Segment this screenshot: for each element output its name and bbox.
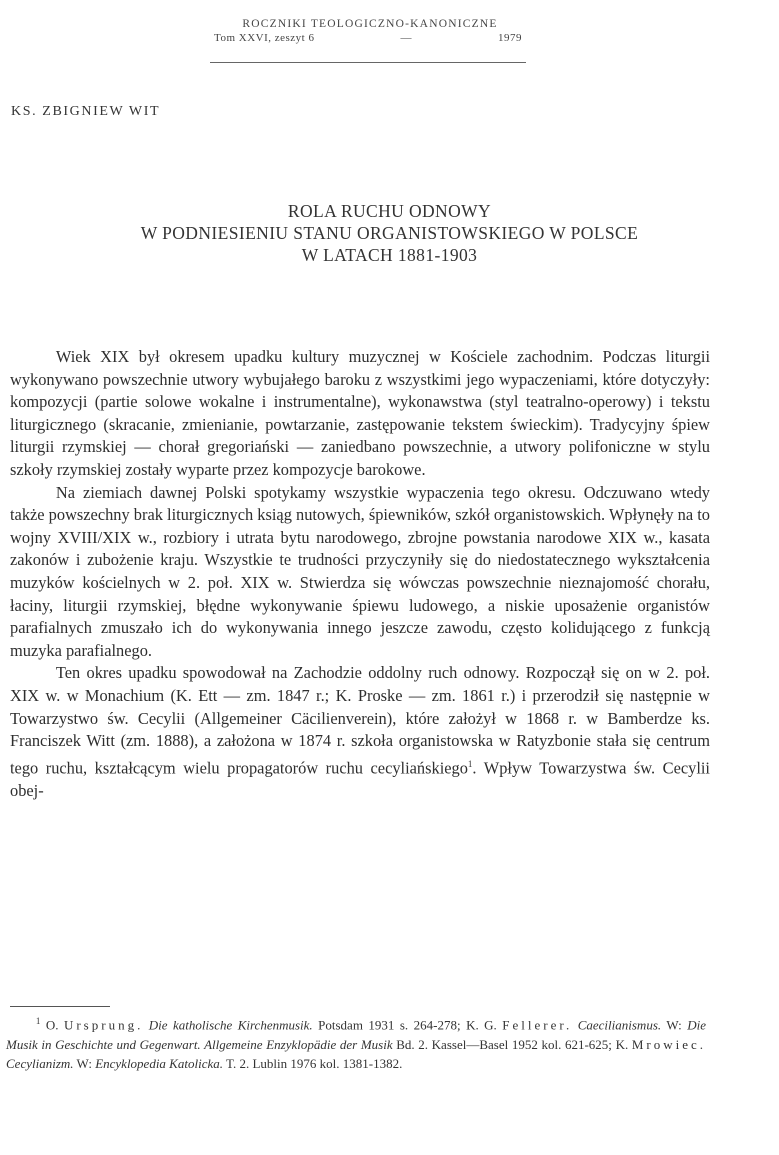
fn-title-3: Die Musik in Geschichte und Gegenwart. Allgemeine Enzyklopädie der Musik (6, 1017, 707, 1052)
fn-in-3: W: (76, 1056, 92, 1072)
body-paragraph-2: Na ziemiach dawnej Polski spotykamy wszystkie wypaczenia tego okresu. Odczuwano wtedy także powszechny brak liturgicznych ksiąg nutowych, śpiewników, szkół organistowskich. Wpłynęły na to wojny XVIII/XIX w., rozbiory i utrata bytu narodowego, zbrojne powstania narodowe XIX w., kasata zakonów i zubożenie kraju. Wszystkie te trudności przyczyniły się do niedostatecznego wykształcenia muzyków kościelnych w 2. poł. XIX w. Stwierdza się wówczas powszechnie nieznajomość chorału, łaciny, liturgii rzymskiej, błędne wykonywanie śpiewu ludowego, a niskie uposażenie organistów parafialnych zmuszało ich do wykonywania innego jeszcze zawodu, często kolidującego z funkcją muzyka parafialnego. (10, 482, 710, 660)
fn-author-2-initial: K. G. (466, 1017, 497, 1033)
fn-author-1-initial: O. (45, 1017, 59, 1033)
issue-line (210, 32, 530, 44)
fn-pub-3: T. 2. Lublin 1976 kol. 1381-1382. (226, 1056, 403, 1072)
footnote-1 (6, 1012, 706, 1074)
footnote-reference[interactable]: 1 (467, 758, 473, 769)
footnotes (6, 1012, 706, 1074)
publication-year: 1979 (498, 32, 522, 44)
fn-author-2: Fellerer. (502, 1017, 573, 1033)
fn-title-5: Encyklopedia Katolicka. (95, 1056, 223, 1072)
paragraph-3-tail: . Wpływ Towarzystwa św. Cecylii obej- (10, 758, 710, 800)
fn-author-3: Mrowiec. (631, 1036, 707, 1052)
fn-author-3-initial: K. (615, 1036, 629, 1052)
header-dash: — (400, 32, 412, 44)
fn-title-4: Cecylianizm. (6, 1056, 74, 1072)
footnote-rule (10, 1006, 110, 1007)
article-body (10, 346, 710, 802)
running-header (210, 18, 530, 44)
fn-pub-2: Bd. 2. Kassel—Basel 1952 kol. 621-625; (396, 1036, 612, 1052)
fn-pub-1: Potsdam 1931 s. 264-278; (318, 1017, 461, 1033)
journal-name: ROCZNIKI TEOLOGICZNO-KANONICZNE (242, 18, 498, 30)
header-rule (210, 62, 526, 63)
footnote-number: 1 (35, 1016, 41, 1026)
title-line-2: W PODNIESIENIU STANU ORGANISTOWSKIEGO W POLSCE (140, 223, 639, 243)
article-author: KS. ZBIGNIEW WIT (11, 104, 161, 119)
article-title (0, 200, 779, 266)
fn-in-2: W: (666, 1017, 682, 1033)
body-paragraph-1: Wiek XIX był okresem upadku kultury muzycznej w Kościele zachodnim. Podczas liturgii wykonywano powszechnie utwory wybujałego baroku z wszystkimi jego wypaczeniami, które dotyczyły: kompozycji (partie solowe wokalne i instrumentalne), wykonawstwa (styl teatralno-operowy) i tekstu liturgicznego (skracanie, zmienianie, powtarzanie, zastępowanie tekstem świeckim). Tradycyjny śpiew liturgii rzymskiej — chorał gregoriański — zaniedbano powszechnie, a utwory polifoniczne w stylu szkoły rzymskiej zostały wyparte przez kompozycje barokowe. (10, 347, 710, 479)
fn-title-2: Caecilianismus. (577, 1017, 662, 1033)
body-paragraph-3 (10, 662, 710, 802)
title-line-1: ROLA RUCHU ODNOWY (287, 201, 492, 221)
volume-info: Tom XXVI, zeszyt 6 (214, 32, 315, 44)
fn-author-1: Ursprung. (63, 1017, 144, 1033)
title-line-3: W LATACH 1881-1903 (301, 245, 478, 265)
paragraph-3-text: Ten okres upadku spowodował na Zachodzie oddolny ruch odnowy. Rozpoczął się on w 2. poł. XIX w. w Monachium (K. Ett — zm. 1847 r.; K. Proske — zm. 1861 r.) i przerodził się następnie w Towarzystwo św. Cecylii (Allgemeiner Cäcilienverein), które założył w 1868 r. w Bamberdze ks. Franciszek Witt (zm. 1888), a założona w 1874 r. szkoła organistowska w Ratyzbonie stała się centrum tego ruchu, kształcącym wielu propagatorów ruchu cecyliańskiego (10, 663, 710, 778)
fn-title-1: Die katholische Kirchenmusik. (148, 1017, 313, 1033)
